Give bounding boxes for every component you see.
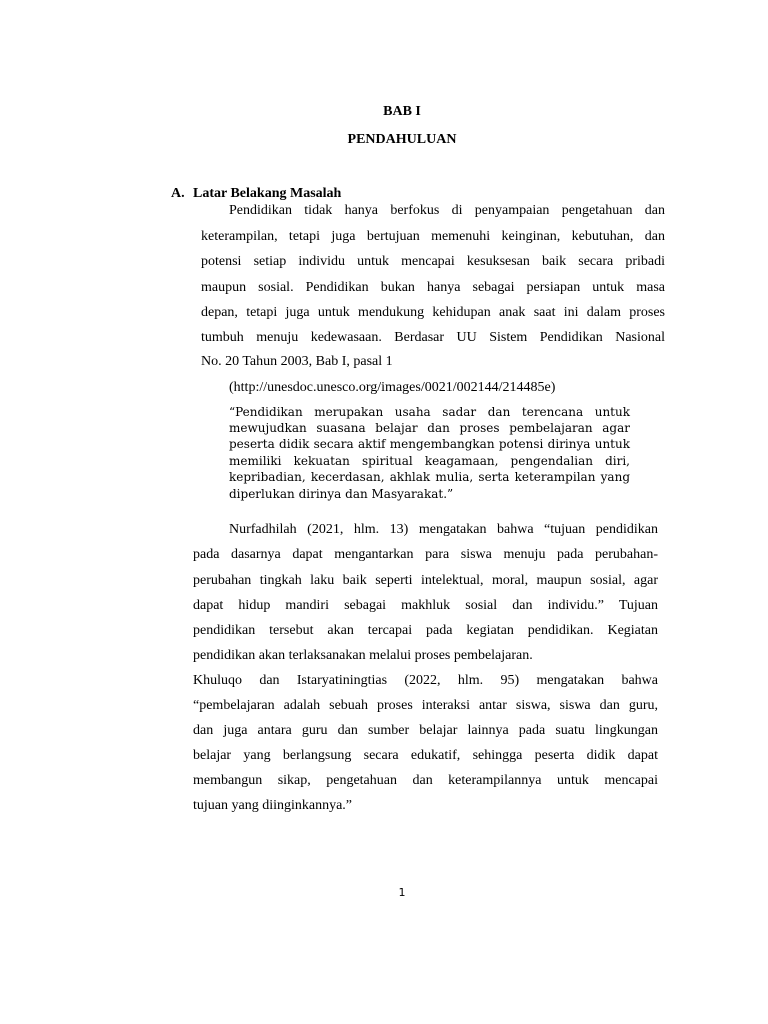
paragraph-line: pada dasarnya dapat mengantarkan para siswa menuju pada perubahan- xyxy=(193,547,658,562)
chapter-title: PENDAHULUAN xyxy=(347,132,457,147)
section-title: Latar Belakang Masalah xyxy=(193,186,342,201)
paragraph-line: belajar yang berlangsung secara edukatif, sehingga peserta didik dapat xyxy=(193,748,658,763)
paragraph-line: maupun sosial. Pendidikan bukan hanya sebagai persiapan untuk masa xyxy=(201,280,665,295)
paragraph-line: tujuan yang diinginkannya.” xyxy=(193,798,353,813)
paragraph-line: dan juga antara guru dan sumber belajar lainnya pada suatu lingkungan xyxy=(193,723,658,738)
quote-line: kepribadian, kecerdasan, akhlak mulia, serta keterampilan yang xyxy=(229,470,630,484)
quote-line: memiliki kekuatan spiritual keagamaan, pengendalian diri, xyxy=(229,454,630,468)
quote-line: “Pendidikan merupakan usaha sadar dan terencana untuk xyxy=(229,405,630,419)
quote-line: peserta didik secara aktif mengembangkan potensi dirinya untuk xyxy=(229,437,630,451)
page-number: 1 xyxy=(398,886,406,899)
paragraph-line: No. 20 Tahun 2003, Bab I, pasal 1 xyxy=(201,354,393,369)
paragraph-line: “pembelajaran adalah sebuah proses interaksi antar siswa, siswa dan guru, xyxy=(193,698,658,713)
paragraph-line: Pendidikan tidak hanya berfokus di penyampaian pengetahuan dan xyxy=(229,203,665,218)
paragraph-line: pendidikan akan terlaksanakan melalui proses pembelajaran. xyxy=(193,648,533,663)
source-url: (http://unesdoc.unesco.org/images/0021/002144/214485e) xyxy=(229,380,556,395)
paragraph-line: keterampilan, tetapi juga bertujuan memenuhi keinginan, kebutuhan, dan xyxy=(201,229,665,244)
paragraph-line: depan, tetapi juga untuk mendukung kehidupan anak saat ini dalam proses xyxy=(201,305,665,320)
paragraph-line: membangun sikap, pengetahuan dan keterampilannya untuk mencapai xyxy=(193,773,658,788)
paragraph-line: Khuluqo dan Istaryatiningtias (2022, hlm. 95) mengatakan bahwa xyxy=(193,673,658,688)
paragraph-line: perubahan tingkah laku baik seperti intelektual, moral, maupun sosial, agar xyxy=(193,573,658,588)
section-marker: A. xyxy=(171,186,185,201)
paragraph-line: Nurfadhilah (2021, hlm. 13) mengatakan bahwa “tujuan pendidikan xyxy=(229,522,658,537)
quote-line: diperlukan dirinya dan Masyarakat.” xyxy=(229,487,454,501)
paragraph-line: dapat hidup mandiri sebagai makhluk sosial dan individu.” Tujuan xyxy=(193,598,658,613)
quote-line: mewujudkan suasana belajar dan proses pembelajaran agar xyxy=(229,421,630,435)
chapter-label: BAB I xyxy=(383,104,421,119)
paragraph-line: pendidikan tersebut akan tercapai pada kegiatan pendidikan. Kegiatan xyxy=(193,623,658,638)
paragraph-line: potensi setiap individu untuk mencapai kesuksesan baik secara pribadi xyxy=(201,254,665,269)
paragraph-line: tumbuh menuju kedewasaan. Berdasar UU Sistem Pendidikan Nasional xyxy=(201,330,665,345)
